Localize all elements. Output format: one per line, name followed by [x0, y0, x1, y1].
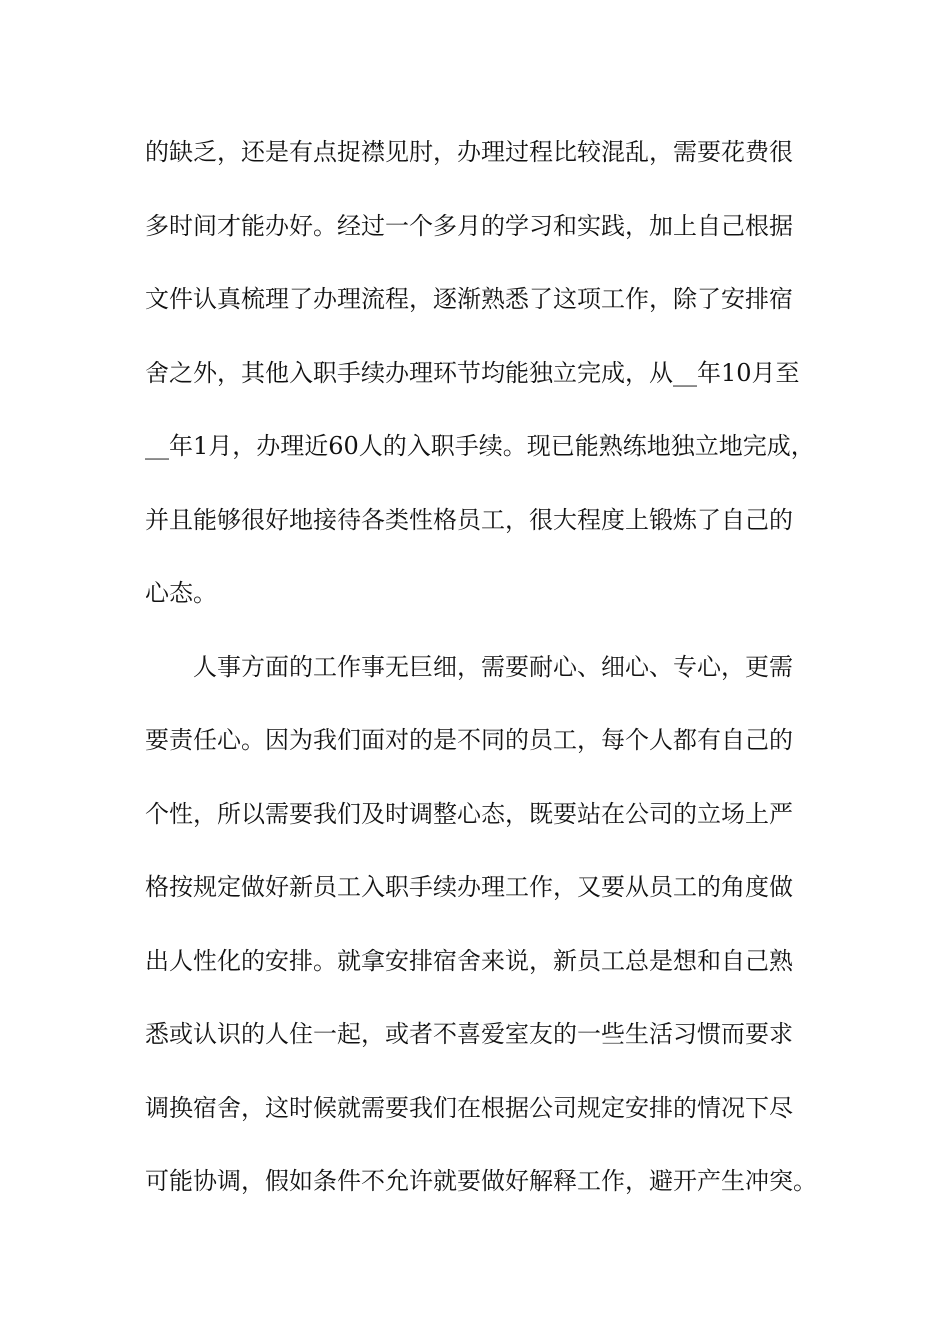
text-line: 格按规定做好新员工入职手续办理工作，又要从员工的角度做: [145, 873, 793, 901]
text-line: 舍之外，其他入职手续办理环节均能独立完成，从__年10月至: [145, 358, 800, 387]
text-line: 文件认真梳理了办理流程，逐渐熟悉了这项工作，除了安排宿: [145, 285, 793, 313]
text-line: 多时间才能办好。经过一个多月的学习和实践，加上自己根据: [145, 211, 793, 240]
text-line: 调换宿舍，这时候就需要我们在根据公司规定安排的情况下尽: [145, 1093, 793, 1122]
text-line: 悉或认识的人住一起，或者不喜爱室友的一些生活习惯而要求: [145, 1020, 793, 1048]
text-line: __年1月，办理近60人的入职手续。现已能熟练地独立地完成，: [145, 432, 815, 460]
paragraph-first-line: 人事方面的工作事无巨细，需要耐心、细心、专心，更需: [193, 652, 793, 681]
text-line: 可能协调，假如条件不允许就要做好解释工作，避开产生冲突。: [145, 1167, 817, 1195]
text-line: 出人性化的安排。就拿安排宿舍来说，新员工总是想和自己熟: [145, 946, 793, 975]
text-line: 个性，所以需要我们及时调整心态，既要站在公司的立场上严: [145, 799, 793, 828]
body-text: [145, 128, 835, 1231]
text-line: 心态。: [145, 579, 217, 607]
text-line: 并且能够很好地接待各类性格员工，很大程度上锻炼了自己的: [145, 505, 793, 534]
text-line: 要责任心。因为我们面对的是不同的员工，每个人都有自己的: [145, 726, 793, 754]
text-line: 的缺乏，还是有点捉襟见肘，办理过程比较混乱，需要花费很: [145, 138, 793, 166]
